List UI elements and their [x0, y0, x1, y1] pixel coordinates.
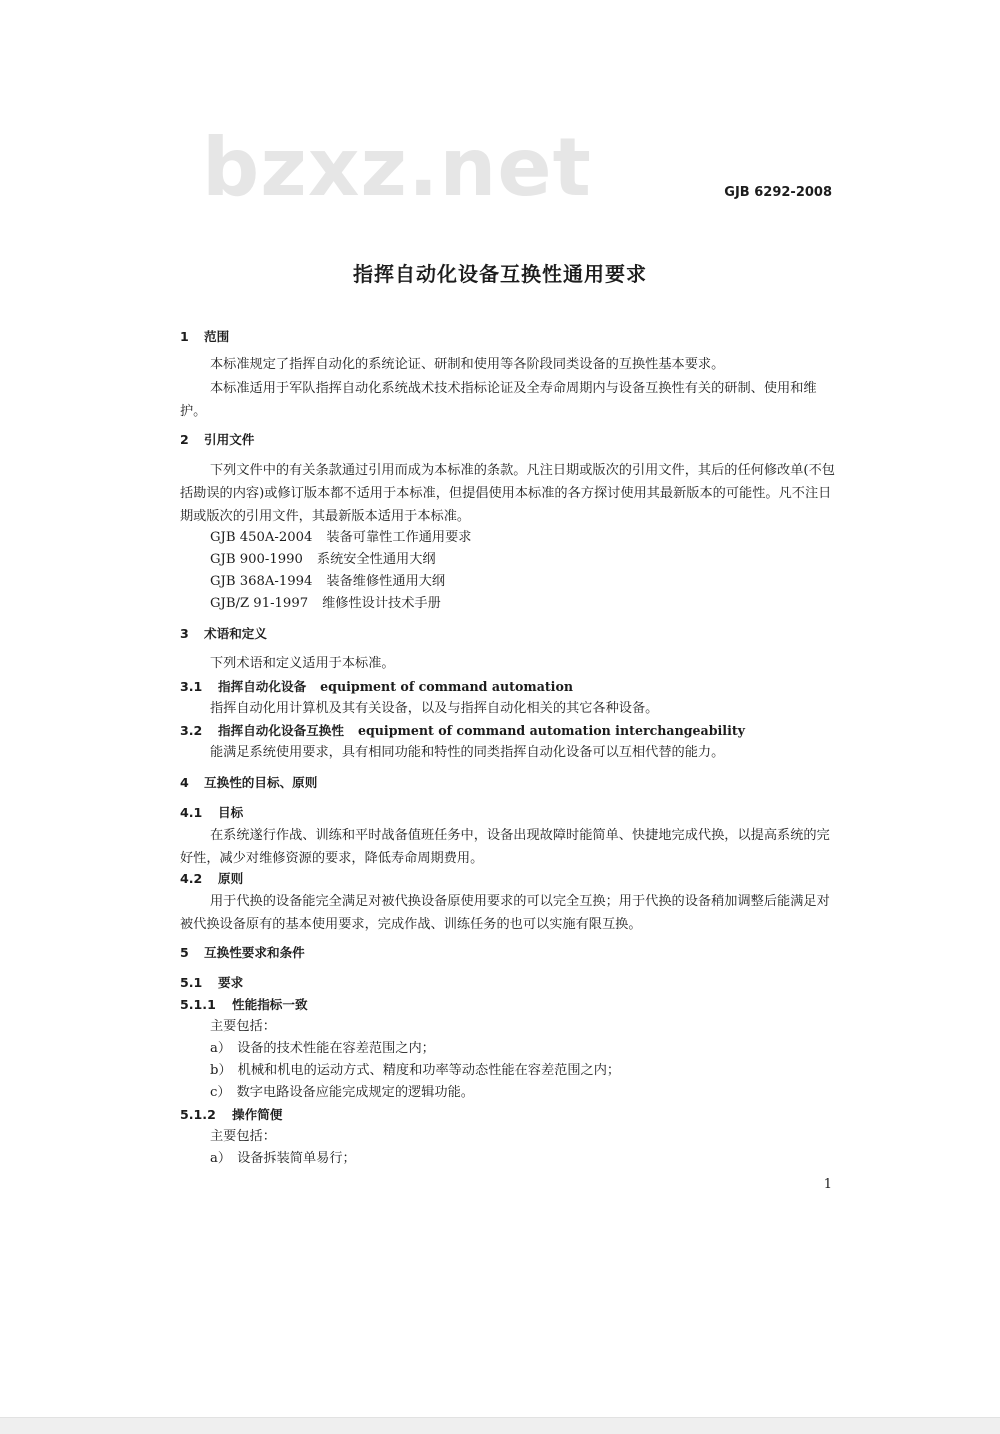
list-item: a） 设备的技术性能在容差范围之内；	[210, 1041, 435, 1056]
section-1-heading: 1 范围	[180, 329, 230, 344]
standard-code: GJB 6292-2008	[724, 185, 832, 200]
section-5-1-1-intro: 主要包括：	[210, 1019, 276, 1034]
section-4-heading: 4 互换性的目标、原则	[180, 775, 318, 790]
list-item: c） 数字电路设备应能完成规定的逻辑功能。	[210, 1085, 474, 1100]
watermark-logo: bzxz.net	[202, 121, 592, 214]
section-5-1-heading: 5.1 要求	[180, 975, 244, 990]
list-item: a） 设备拆装简单易行；	[210, 1151, 356, 1166]
reference-item: GJB 900-1990 系统安全性通用大纲	[210, 552, 436, 567]
term-3-1-definition: 指挥自动化用计算机及其有关设备，以及与指挥自动化相关的其它各种设备。	[210, 701, 659, 716]
section-5-1-1-heading: 5.1.1 性能指标一致	[180, 997, 308, 1012]
term-3-2-heading: 3.2 指挥自动化设备互换性 equipment of command automation interchangeability	[180, 723, 746, 738]
section-4-2-para: 用于代换的设备能完全满足对被代换设备原使用要求的可以完全互换；用于代换的设备稍加调整后能满足对被代换设备原有的基本使用要求，完成作战、训练任务的也可以实施有限互换。	[180, 894, 830, 932]
reference-item: GJB 368A-1994 装备维修性通用大纲	[210, 574, 446, 589]
section-3-para-1: 下列术语和定义适用于本标准。	[210, 656, 395, 671]
section-5-1-2-heading: 5.1.2 操作简便	[180, 1107, 283, 1122]
viewer-bottom-bar	[0, 1417, 1000, 1434]
page-title: 指挥自动化设备互换性通用要求	[353, 262, 647, 286]
section-1-para-1: 本标准规定了指挥自动化的系统论证、研制和使用等各阶段同类设备的互换性基本要求。	[210, 357, 725, 372]
section-3-heading: 3 术语和定义	[180, 626, 267, 641]
section-2-heading: 2 引用文件	[180, 432, 255, 447]
section-4-1-para: 在系统遂行作战、训练和平时战备值班任务中，设备出现故障时能简单、快捷地完成代换，以提高系统的完好性，减少对维修资源的要求，降低寿命周期费用。	[180, 828, 830, 866]
section-5-heading: 5 互换性要求和条件	[180, 945, 305, 960]
section-2-para-1: 下列文件中的有关条款通过引用而成为本标准的条款。凡注日期或版次的引用文件，其后的任何修改单(不包括勘误的内容)或修订版本都不适用于本标准，但提倡使用本标准的各方探讨使用其最新版本的可能性。凡不注日期或版次的引用文件，其最新版本适用于本标准。	[180, 463, 835, 524]
section-1-para-2: 本标准适用于军队指挥自动化系统战术技术指标论证及全寿命周期内与设备互换性有关的研制、使用和维护。	[180, 381, 817, 419]
list-item: b） 机械和机电的运动方式、精度和功率等动态性能在容差范围之内；	[210, 1063, 621, 1078]
term-3-1-heading: 3.1 指挥自动化设备 equipment of command automation	[180, 679, 574, 694]
section-4-2-heading: 4.2 原则	[180, 871, 244, 886]
reference-item: GJB 450A-2004 装备可靠性工作通用要求	[210, 530, 472, 545]
section-4-1-heading: 4.1 目标	[180, 805, 244, 820]
page-number: 1	[823, 1177, 832, 1192]
reference-item: GJB/Z 91-1997 维修性设计技术手册	[210, 596, 441, 611]
term-3-2-definition: 能满足系统使用要求，具有相同功能和特性的同类指挥自动化设备可以互相代替的能力。	[210, 745, 725, 760]
section-5-1-2-intro: 主要包括：	[210, 1129, 276, 1144]
